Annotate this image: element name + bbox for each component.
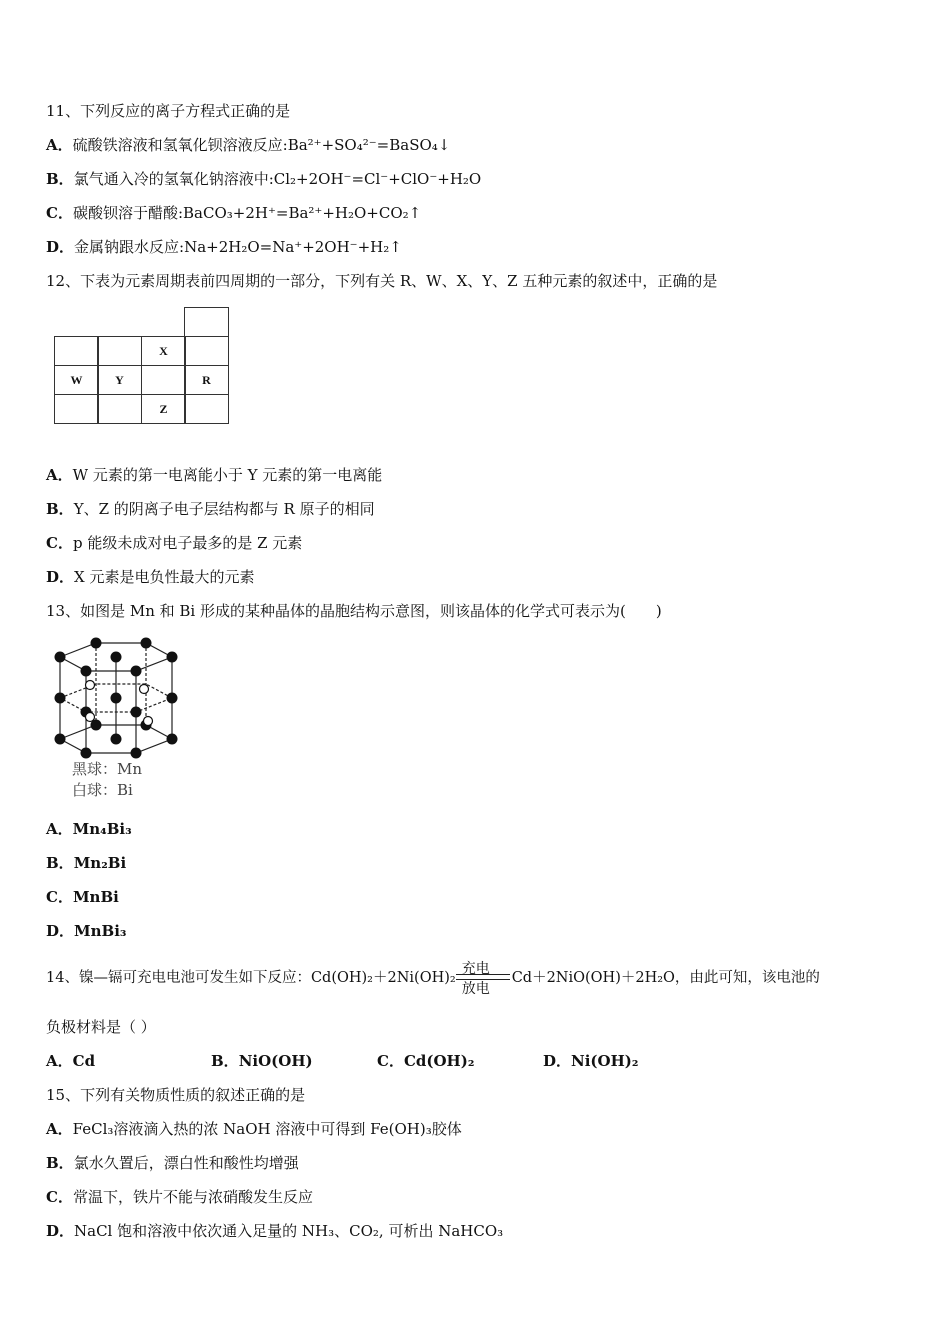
q11-option-b[interactable] bbox=[46, 168, 481, 190]
option-label: B． bbox=[46, 170, 74, 188]
option-label: D． bbox=[543, 1052, 572, 1070]
q12-stem: 12、下表为元素周期表前四周期的一部分，下列有关 R、W、X、Y、Z 五种元素的叙述中，正确的是 bbox=[46, 272, 718, 290]
ptable-cell-empty bbox=[141, 365, 186, 395]
option-label: A． bbox=[46, 466, 73, 484]
option-text: 氯水久置后，漂白性和酸性均增强 bbox=[73, 1154, 299, 1172]
option-label: D． bbox=[46, 1222, 75, 1240]
q14-option-c[interactable] bbox=[377, 1050, 474, 1072]
option-text: Cd(OH)₂ bbox=[403, 1052, 475, 1070]
equilibrium-arrow bbox=[456, 958, 512, 998]
mn-atoms bbox=[55, 638, 178, 759]
ptable-cell-y: Y bbox=[97, 365, 142, 395]
q11-stem: 11、下列反应的离子方程式正确的是 bbox=[46, 102, 291, 120]
q12-option-d[interactable] bbox=[46, 566, 254, 588]
option-text: FeCl₃溶液滴入热的浓 NaOH 溶液中可得到 Fe(OH)₃胶体 bbox=[72, 1120, 462, 1138]
option-text: MnBi₃ bbox=[74, 922, 127, 940]
q14-stem bbox=[46, 958, 820, 998]
ptable-cell-empty bbox=[184, 394, 229, 424]
ptable-cell-empty bbox=[54, 394, 99, 424]
option-text: Mn₄Bi₃ bbox=[72, 820, 132, 838]
q15-option-d[interactable] bbox=[46, 1220, 503, 1242]
q15-option-c[interactable] bbox=[46, 1186, 313, 1208]
ptable-cell-r: R bbox=[184, 365, 229, 395]
option-label: D． bbox=[46, 238, 75, 256]
ptable-cell-empty bbox=[184, 307, 229, 337]
ptable-cell-empty bbox=[184, 336, 229, 366]
option-text: p 能级未成对电子最多的是 Z 元素 bbox=[72, 534, 303, 552]
q11-option-a[interactable] bbox=[46, 134, 450, 156]
q14-stem-post: Cd＋2NiO(OH)＋2H₂O，由此可知，该电池的 bbox=[511, 970, 820, 986]
option-text: Mn₂Bi bbox=[73, 854, 127, 872]
ptable-cell-z: Z bbox=[141, 394, 186, 424]
option-label: B． bbox=[46, 500, 74, 518]
ptable-cell-empty bbox=[54, 336, 99, 366]
option-text: X 元素是电负性最大的元素 bbox=[74, 568, 255, 586]
q13-stem: 13、如图是 Mn 和 Bi 形成的某种晶体的晶胞结构示意图，则该晶体的化学式可表示为( ) bbox=[46, 602, 662, 620]
option-label: C． bbox=[46, 534, 73, 552]
q13-option-a[interactable] bbox=[46, 818, 132, 840]
option-text: NiO(OH) bbox=[238, 1052, 313, 1070]
option-text: 氯气通入冷的氢氧化钠溶液中:Cl₂+2OH⁻=Cl⁻+ClO⁻+H₂O bbox=[73, 170, 482, 188]
option-text: 碳酸钡溶于醋酸:BaCO₃+2H⁺=Ba²⁺+H₂O+CO₂↑ bbox=[72, 204, 422, 222]
q12-option-a[interactable] bbox=[46, 464, 382, 486]
option-text: Cd bbox=[72, 1052, 96, 1070]
q14-option-b[interactable] bbox=[211, 1050, 313, 1072]
ptable-cell-w: W bbox=[54, 365, 99, 395]
q14-stem-line2: 负极材料是（ ） bbox=[46, 1018, 156, 1036]
option-text: MnBi bbox=[72, 888, 119, 906]
q13-option-c[interactable] bbox=[46, 886, 119, 908]
q15-option-b[interactable] bbox=[46, 1152, 299, 1174]
option-label: B． bbox=[211, 1052, 239, 1070]
option-text: Ni(OH)₂ bbox=[571, 1052, 639, 1070]
legend-black: 黑球：Mn bbox=[72, 760, 143, 778]
option-text: 常温下，铁片不能与浓硝酸发生反应 bbox=[72, 1188, 313, 1206]
q14-stem-pre: 14、镍—镉可充电电池可发生如下反应：Cd(OH)₂＋2Ni(OH)₂ bbox=[46, 970, 456, 986]
q11-option-d[interactable] bbox=[46, 236, 402, 258]
q14-option-d[interactable] bbox=[543, 1050, 638, 1072]
q14-option-a[interactable] bbox=[46, 1050, 95, 1072]
q12-option-b[interactable] bbox=[46, 498, 375, 520]
q13-option-d[interactable] bbox=[46, 920, 126, 942]
ptable-cell-empty bbox=[97, 336, 142, 366]
arrow-bottom-label: 放电 bbox=[461, 981, 490, 997]
option-text: Y、Z 的阴离子电子层结构都与 R 原子的相同 bbox=[73, 500, 375, 518]
option-label: C． bbox=[377, 1052, 404, 1070]
option-text: W 元素的第一电离能小于 Y 元素的第一电离能 bbox=[72, 466, 383, 484]
option-label: D． bbox=[46, 922, 75, 940]
option-text: 金属钠跟水反应:Na+2H₂O=Na⁺+2OH⁻+H₂↑ bbox=[74, 238, 402, 256]
option-label: A． bbox=[46, 136, 73, 154]
legend-white: 白球：Bi bbox=[72, 781, 133, 799]
q12-option-c[interactable] bbox=[46, 532, 302, 554]
option-label: D． bbox=[46, 568, 75, 586]
option-label: A． bbox=[46, 1052, 73, 1070]
option-text: NaCl 饱和溶液中依次通入足量的 NH₃、CO₂, 可析出 NaHCO₃ bbox=[74, 1222, 504, 1240]
q13-option-b[interactable] bbox=[46, 852, 126, 874]
arrow-top-label: 充电 bbox=[461, 961, 490, 977]
option-label: A． bbox=[46, 820, 73, 838]
option-text: 硫酸铁溶液和氢氧化钡溶液反应:Ba²⁺+SO₄²⁻=BaSO₄↓ bbox=[72, 136, 451, 154]
option-label: B． bbox=[46, 1154, 74, 1172]
option-label: A． bbox=[46, 1120, 73, 1138]
ptable-cell-x: X bbox=[141, 336, 186, 366]
option-label: C． bbox=[46, 888, 73, 906]
q11-option-c[interactable] bbox=[46, 202, 421, 224]
q15-stem: 15、下列有关物质性质的叙述正确的是 bbox=[46, 1086, 306, 1104]
ptable-cell-empty bbox=[97, 394, 142, 424]
periodic-table-fragment bbox=[54, 307, 230, 425]
option-label: C． bbox=[46, 1188, 73, 1206]
q15-option-a[interactable] bbox=[46, 1118, 462, 1140]
option-label: B． bbox=[46, 854, 74, 872]
option-label: C． bbox=[46, 204, 73, 222]
